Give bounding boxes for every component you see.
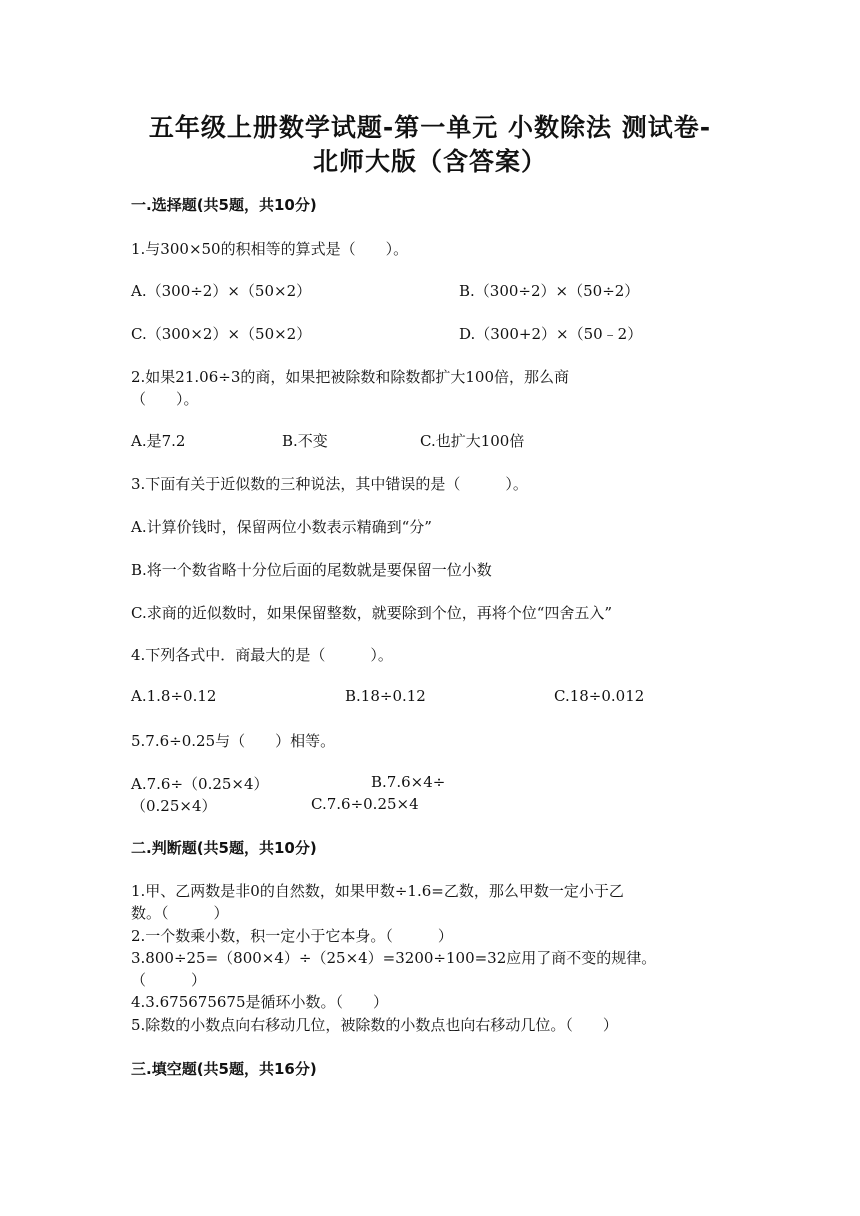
document-title-line-2: 北师大版（含答案） (312, 147, 547, 176)
option: C.求商的近似数时，如果保留整数，就要除到个位，再将个位“四舍五入” (131, 604, 613, 622)
option-continued: （0.25×4） (131, 797, 217, 815)
question-stem: 3.下面有关于近似数的三种说法，其中错误的是（ ）。 (131, 475, 528, 493)
option: B.（300÷2）×（50÷2） (459, 282, 640, 300)
question-stem: 1.与300×50的积相等的算式是（ ）。 (131, 240, 409, 258)
option: D.（300+2）×（50﹣2） (459, 325, 643, 343)
question-stem: 4.下列各式中．商最大的是（ ）。 (131, 646, 393, 664)
question-stem-continued: （ ）。 (131, 390, 199, 408)
section-heading-fill-blank: 三.填空题(共5题，共16分) (131, 1060, 317, 1078)
judgement-item-continued: 数。（ ） (131, 904, 229, 922)
option: A.是7.2 (131, 432, 186, 450)
option: A.1.8÷0.12 (131, 687, 217, 705)
question-stem: 2.如果21.06÷3的商，如果把被除数和除数都扩大100倍，那么商 (131, 368, 569, 386)
option: A.（300÷2）×（50×2） (131, 282, 312, 300)
option: C.7.6÷0.25×4 (311, 795, 419, 813)
judgement-item: 5.除数的小数点向右移动几位，被除数的小数点也向右移动几位。（ ） (131, 1016, 618, 1034)
judgement-item-continued: （ ） (131, 971, 207, 989)
option: B.不变 (282, 432, 328, 450)
question-stem: 5.7.6÷0.25与（ ）相等。 (131, 732, 336, 750)
judgement-item: 2.一个数乘小数，积一定小于它本身。（ ） (131, 927, 453, 945)
option: A.7.6÷（0.25×4） (131, 775, 269, 793)
option: C.（300×2）×（50×2） (131, 325, 312, 343)
document-title-line-1: 五年级上册数学试题-第一单元 小数除法 测试卷- (148, 113, 712, 142)
option: B.18÷0.12 (345, 687, 426, 705)
option: C.18÷0.012 (554, 687, 645, 705)
option: B.7.6×4÷ (371, 773, 446, 791)
section-heading-choice: 一.选择题(共5题，共10分) (131, 196, 317, 214)
option: C.也扩大100倍 (420, 432, 525, 450)
option: B.将一个数省略十分位后面的尾数就是要保留一位小数 (131, 561, 492, 579)
section-heading-judgement: 二.判断题(共5题，共10分) (131, 839, 317, 857)
judgement-item: 3.800÷25=（800×4）÷（25×4）=3200÷100=32应用了商不变的规律。 (131, 949, 657, 967)
judgement-item: 4.3.675675675是循环小数。（ ） (131, 993, 389, 1011)
option: A.计算价钱时，保留两位小数表示精确到“分” (131, 518, 432, 536)
judgement-item: 1.甲、乙两数是非0的自然数，如果甲数÷1.6=乙数，那么甲数一定小于乙 (131, 882, 624, 900)
